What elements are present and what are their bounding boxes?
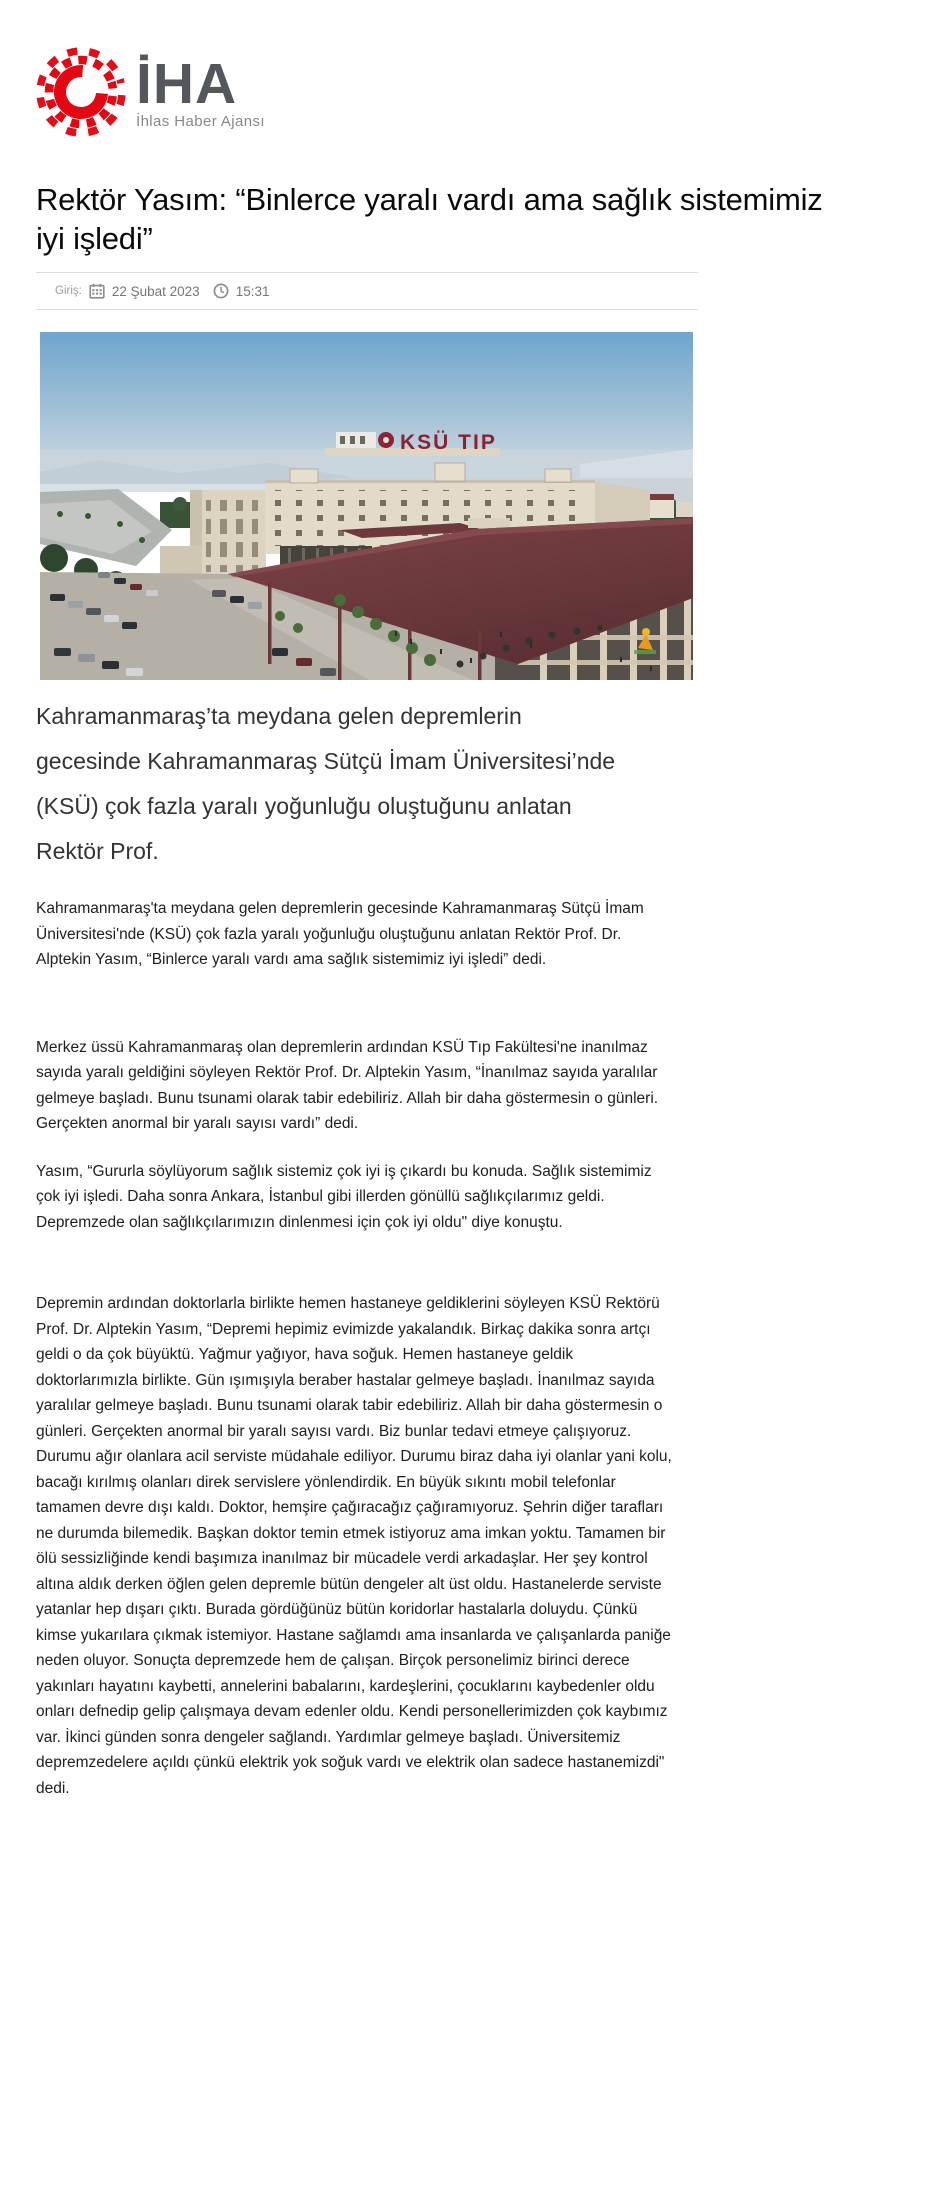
- logo-text-block: [136, 42, 265, 130]
- hospital-aerial-photo: [40, 332, 693, 680]
- article-paragraph: Kahramanmaraş'ta meydana gelen depremlerin gecesinde Kahramanmaraş Sütçü İmam Üniversitesi'nde (KSÜ) çok fazla yaralı yoğunluğu oluştuğunu anlatan Rektör Prof. Dr. Alptekin Yasım, “Binlerce yaralı vardı ama sağlık sistemimiz iyi işledi” dedi.: [36, 900, 644, 968]
- article-paragraph: Depremin ardından doktorlarla birlikte hemen hastaneye geldiklerini söyleyen KSÜ Rektörü Prof. Dr. Alptekin Yasım, “Depremi hepimiz evimizde yakalandık. Birkaç dakika sonra artçı geldi o da çok büyüktü. Yağmur yağıyor, hava soğuk. Hemen hastaneye geldik doktorlarımızla birlikte. Gün ışımışıyla beraber hastalar gelmeye başladı. İnanılmaz sayıda yaralılar gelmeye başladı. Bunu tsunami olarak tabir edebiliriz. Allah bir daha göstermesin o günleri. Gerçekten anormal bir yaralı sayısı vardı. Biz bunlar tedavi etmeye çalışıyoruz. Durumu ağır olanlara acil serviste müdahale ediliyor. Durumu biraz daha iyi olanlar yani kolu, bacağı kırılmış olanları direk servislere yönlendirdik. En büyük sıkıntı mobil telefonlar tamamen devre dışı kaldı. Doktor, hemşire çağıracağız çağıramıyoruz. Şehrin diğer tarafları ne durumda bilemedik. Başkan doktor temin etmek istiyoruz ama imkan yoktu. Tamamen bir ölü sessizliğinde kendi başımıza inanılmaz bir mücadele verdi arkadaşlar. Her şey kontrol altına aldık derken öğlen gelen depremle bütün dengeler alt üst oldu. Hastanelerde serviste yatanlar hep dışarı çıktı. Burada gördüğünüz bütün koridorlar hastalarla doluydu. Çünkü kimse yukarılara çıkmak istemiyor. Hastane sağlamdı ama insanlarda ve çalışanlarda paniğe neden oluyor. Sonuçta depremzede hem de çalışan. Birçok personelimiz birinci derece yakınları hayatını kaybetti, annelerini babalarını, kardeşlerini, çocuklarını kaybedenler oldu onları defnedip gelip çalışmaya devam edenler oldu. Kendi personellerimizden çok kaybımız var. İkinci günden sonra dengeler sağlandı. Yardımlar gelmeye başladı. Üniversitemiz depremzedelere açıldı çünkü elektrik yok soğuk vardı ve elektrik olan sadece hastanemizdi" dedi.: [36, 1295, 672, 1797]
- logo-text: İHA: [136, 52, 238, 116]
- logo-subtitle: İhlas Haber Ajansı: [136, 113, 265, 130]
- hospital-sign-text: KSÜ TIP: [400, 431, 497, 454]
- entry-label: Giriş:: [55, 285, 82, 297]
- article-paragraph: Merkez üssü Kahramanmaraş olan depremlerin ardından KSÜ Tıp Fakültesi'ne inanılmaz sayıda yaralı geldiğini söyleyen Rektör Prof. Dr. Alptekin Yasım, “İnanılmaz sayıda yaralılar gelmeye başladı. Bunu tsunami olarak tabir edebiliriz. Allah bir daha göstermesin o günleri. Gerçekten anormal bir yaralı sayısı vardı” dedi.: [36, 1038, 659, 1132]
- article-title: Rektör Yasım: “Binlerce yaralı vardı ama sağlık sistemimiz iyi işledi”: [36, 182, 823, 256]
- clock-icon: [213, 283, 229, 299]
- site-header: [36, 0, 898, 138]
- iha-logo[interactable]: [36, 42, 316, 138]
- article-image: [40, 332, 693, 680]
- iha-logo-swirl-icon: [36, 42, 130, 138]
- article-paragraph: Yasım, “Gururla söylüyorum sağlık sistemiz çok iyi iş çıkardı bu konuda. Sağlık sistemimiz çok iyi işledi. Daha sonra Ankara, İstanbul gibi illerden gönüllü sağlıkçılarımız geldi. Depremzede olan sağlıkçılarımızın dinlenmesi için çok iyi oldu" diye konuştu.: [36, 1162, 652, 1231]
- article-lead: Kahramanmaraş’ta meydana gelen depremlerin gecesinde Kahramanmaraş Sütçü İmam Üniversitesi’nde (KSÜ) çok fazla yaralı yoğunluğu oluştuğunu anlatan Rektör Prof.: [36, 703, 616, 864]
- article-body: [36, 896, 898, 1801]
- publish-time: 15:31: [235, 283, 270, 299]
- calendar-icon: [89, 283, 105, 299]
- publish-date: 22 Şubat 2023: [111, 283, 200, 299]
- article-meta: [36, 272, 698, 310]
